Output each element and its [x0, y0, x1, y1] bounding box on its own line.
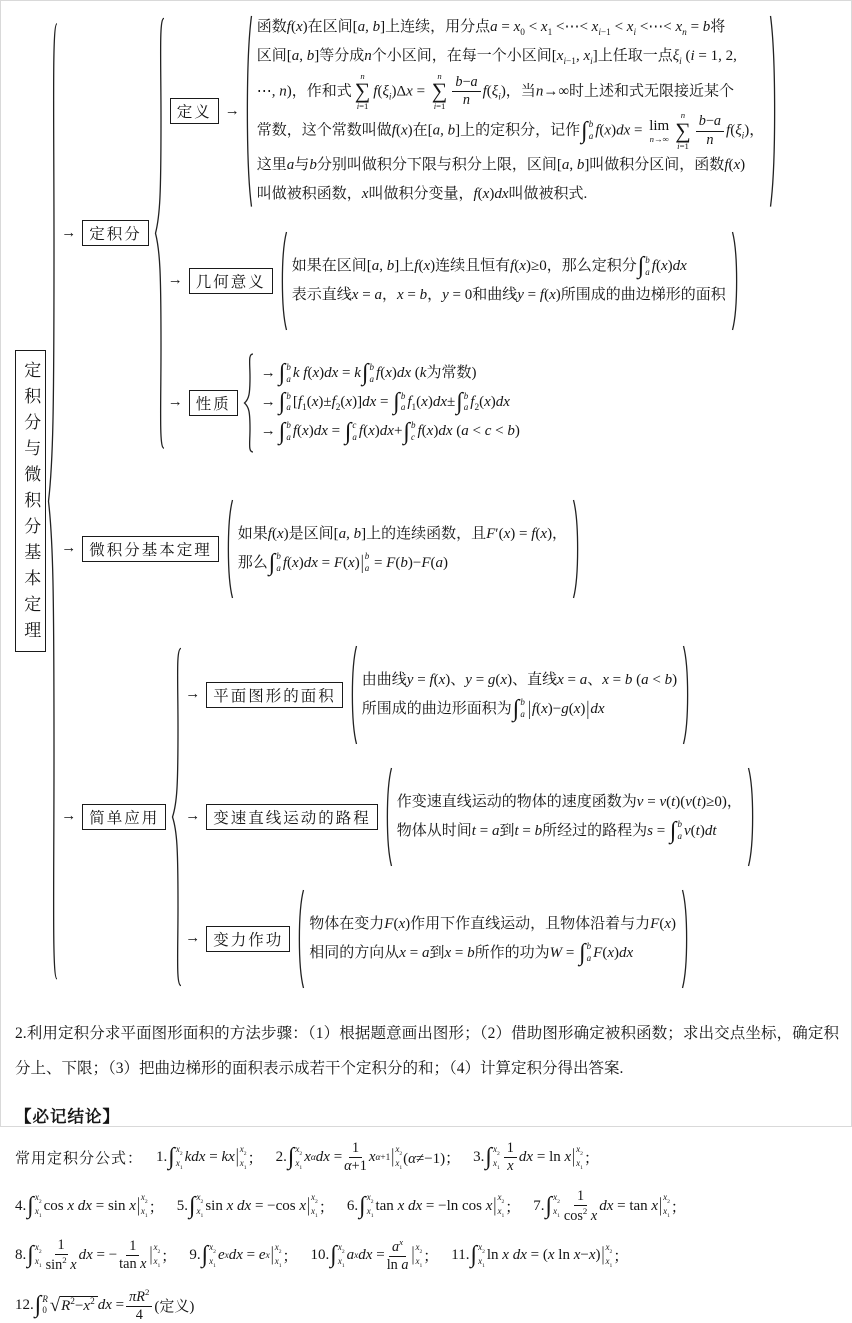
formula-item: 3. ∫ $x_2$ $x_1$ $\frac{1}{x}$ dx = ln x | $x_2$ $x_1$ ；: [473, 1139, 599, 1175]
area-branch: [183, 644, 757, 746]
property-item: [259, 388, 520, 418]
property-item: [259, 359, 520, 388]
arrow-icon: →: [167, 394, 183, 411]
distance-branch: [183, 766, 757, 868]
arrow-icon: →: [61, 808, 77, 825]
definition-line: 区间[a, b]等分成n个小区间，在每一个小区间[$x_{i-1}$, $x_i$]上任取一点$\xi_i$ (i = 1, 2,: [256, 48, 737, 68]
root-title-box: 定积分与微积分基本定理: [15, 350, 46, 652]
node-work: 变力作功: [206, 926, 290, 952]
paren-close-icon: [680, 888, 691, 990]
applications-children: [183, 644, 757, 990]
formula-item: 9. ∫ $x_2$ $x_1$ e x dx = e x | $x_2$ $x_1$ ；: [189, 1241, 298, 1269]
arrow-icon: →: [260, 423, 276, 440]
paren-close-icon: [768, 13, 779, 210]
branch-dingjifen: [59, 13, 779, 454]
node-xingzhi: 性质: [189, 390, 238, 416]
definition-text: [253, 13, 768, 210]
node-applications: 简单应用: [82, 804, 166, 830]
work-branch: [183, 888, 757, 990]
formula-row: [15, 1189, 839, 1225]
definition-line: 这里a与b分别叫做积分下限与积分上限，区间[a, b]叫做积分区间，函数f(x): [256, 157, 746, 174]
paren-open-icon: [242, 13, 253, 210]
property-item: [259, 417, 520, 446]
distance-line: 作变速直线运动的物体的速度函数为v = v(t)(v(t)≥0)，: [396, 794, 742, 811]
work-line: 物体在变力F(x)作用下作直线运动，且物体沿着与力F(x): [309, 916, 676, 933]
arrow-icon: →: [185, 930, 201, 947]
brace-icon: [170, 644, 183, 990]
properties-list: [255, 359, 524, 446]
formula-item: 10. ∫ $x_2$ $x_1$ a x dx = $\frac{a^x}{\text{ln a}}$ | $x_2$ $x_1$ ；: [310, 1237, 439, 1274]
geometric-text: [288, 252, 730, 309]
formula-row: [15, 1141, 839, 1175]
geometric-branch: [166, 230, 779, 332]
formula-item: 1. ∫ $x_2$ $x_1$ kdx = kx | $x_2$ $x_1$ ；: [156, 1143, 263, 1171]
brace-icon: [46, 13, 59, 990]
definition-line: 叫做被积函数，x叫做积分变量，f(x)dx叫做被积式.: [256, 186, 588, 203]
concept-map: [15, 13, 839, 990]
paren-close-icon: [746, 766, 757, 868]
arrow-icon: →: [185, 808, 201, 825]
conclusion-heading: 【必记结论】: [15, 1106, 120, 1126]
formula-item: 6. ∫ $x_2$ $x_1$ tan x dx = −ln cos x | $x_2$ $x_1$ ；: [346, 1192, 521, 1220]
node-dingyi: 定义: [170, 98, 219, 124]
formula-item: 4. ∫ $x_2$ $x_1$ cos x dx = sin x | $x_2$ $x_1$ ；: [15, 1192, 164, 1220]
arrow-icon: →: [167, 272, 183, 289]
formula-item: 8. ∫ $x_2$ $x_1$ $\frac{1}{\sin^2 x}$ dx = − $\frac{1}{\text{tan x}}$ | $x_2$ $x_1$ ；: [15, 1237, 177, 1274]
node-jiheyiyi: 几何意义: [189, 268, 273, 294]
arrow-icon: →: [61, 540, 77, 557]
arrow-icon: →: [224, 102, 240, 119]
formula-row: [15, 1238, 839, 1274]
paren-open-icon: [347, 644, 358, 746]
geometric-line: 如果在区间[a, b]上f(x)连续且恒有f(x)≥0，那么定积分 ∫ b a f(x)dx: [291, 253, 687, 280]
area-line: 所围成的曲边形面积为 ∫ b a |f(x)−g(x)|dx: [361, 695, 605, 722]
property-formula: ∫ b a $[f_1(x)\pm f_2(x)]dx$ = ∫ b a $f_1(x)dx\pm$ ∫ b a $f_2(x)dx$: [278, 388, 510, 415]
area-line: 由曲线y = f(x)、y = g(x)、直线x = a、x = b (a < b): [361, 672, 678, 689]
node-dingjifen: 定积分: [82, 220, 149, 246]
formula-item: 12. ∫ R 0 √ $R^2-x^2$ dx = $\frac{\pi R^2}{4}$ (定义): [15, 1286, 195, 1323]
branch-list: [59, 13, 779, 990]
work-text: [305, 910, 680, 967]
theorem-line: 如果f(x)是区间[a, b]上的连续函数，且F′(x) = f(x)，: [237, 526, 568, 543]
geometric-line: 表示直线x = a，x = b，y = 0和曲线y = f(x)所围成的曲边梯形的面积: [291, 286, 726, 303]
paren-open-icon: [382, 766, 393, 868]
paren-open-icon: [294, 888, 305, 990]
property-formula: ∫ b a k f(x)dx = k ∫ b a f(x)dx (k为常数): [278, 360, 477, 387]
formula-list: [15, 1141, 839, 1323]
theorem-text: [234, 520, 571, 577]
paren-close-icon: [571, 498, 582, 600]
arrow-icon: →: [185, 686, 201, 703]
work-line: 相同的方向从x = a到x = b所作的功为W = ∫ b a F(x)dx: [309, 939, 634, 966]
node-area: 平面图形的面积: [206, 682, 343, 708]
node-theorem: 微积分基本定理: [82, 536, 219, 562]
formulas-intro: 常用定积分公式：: [15, 1151, 144, 1168]
theorem-line: 那么 ∫ b a f(x)dx = F(x)| b a = F(b)−F(a): [237, 549, 448, 576]
definition-branch: [166, 13, 779, 210]
formula-item: 5. ∫ $x_2$ $x_1$ sin x dx = −cos x | $x_2$ $x_1$ ；: [176, 1192, 334, 1220]
definition-line: ⋯, n)，作和式 n ∑ i=1 $f(\xi_i)\Delta x$ = n ∑ i=1 $\frac{b-a}{n}$ $f(\xi_i)$，当n→∞时上述和式无限接近某个: [256, 70, 735, 111]
distance-line: 物体从时间t = a到t = b所经过的路程为s = ∫ b a v(t)dt: [396, 817, 717, 844]
method-paragraph: 2.利用定积分求平面图形面积的方法步骤：（1）根据题意画出图形；（2）借助图形确定被积函数；求出交点坐标，确定积分上、下限；（3）把曲边梯形的面积表示成若干个定积分的和；（4）计算定积分得出答案.: [15, 1024, 839, 1078]
arrow-icon: →: [260, 365, 276, 382]
paren-close-icon: [730, 230, 741, 332]
branch-theorem: [59, 498, 779, 600]
paren-close-icon: [681, 644, 692, 746]
formula-item: 11. ∫ $x_2$ $x_1$ ln x dx = (x ln x−x) | $x_2$ $x_1$ ；: [451, 1241, 629, 1269]
node-distance: 变速直线运动的路程: [206, 804, 378, 830]
formula-item: 2. ∫ $x_2$ $x_1$ x α dx = $\frac{1}{\alpha+1}$ x α+1 | $x_2$ $x_1$ (α≠−1)；: [275, 1139, 461, 1175]
dingjifen-children: [166, 13, 779, 454]
paren-open-icon: [277, 230, 288, 332]
arrow-icon: →: [260, 393, 276, 410]
paren-open-icon: [223, 498, 234, 600]
formula-item: 7. ∫ $x_2$ $x_1$ $\frac{1}{\cos^2 x}$ dx = tan x | $x_2$ $x_1$ ；: [533, 1187, 686, 1224]
definition-line: 函数f(x)在区间[a, b]上连续，用分点$a = x_0 < x_1$ <⋯< $x_{i-1} < x_i$ <⋯< $x_n = b$将: [256, 19, 726, 38]
arrow-icon: →: [61, 224, 77, 241]
brace-icon: [242, 352, 255, 454]
definition-line: 常数，这个常数叫做f(x)在[a, b]上的定积分，记作 ∫ b a f(x)dx = lim n→∞ n ∑ i=1 $\frac{b-a}{n}$ $f(\xi_i)$，: [256, 110, 765, 151]
property-formula: ∫ b a f(x)dx = ∫ c a f(x)dx+ ∫ b c f(x)dx (a < c < b): [278, 418, 520, 445]
properties-branch: [166, 352, 779, 454]
branch-applications: [59, 644, 779, 990]
area-text: [358, 666, 681, 723]
brace-icon: [153, 13, 166, 454]
distance-text: [393, 788, 746, 845]
formula-row: [15, 1288, 839, 1323]
